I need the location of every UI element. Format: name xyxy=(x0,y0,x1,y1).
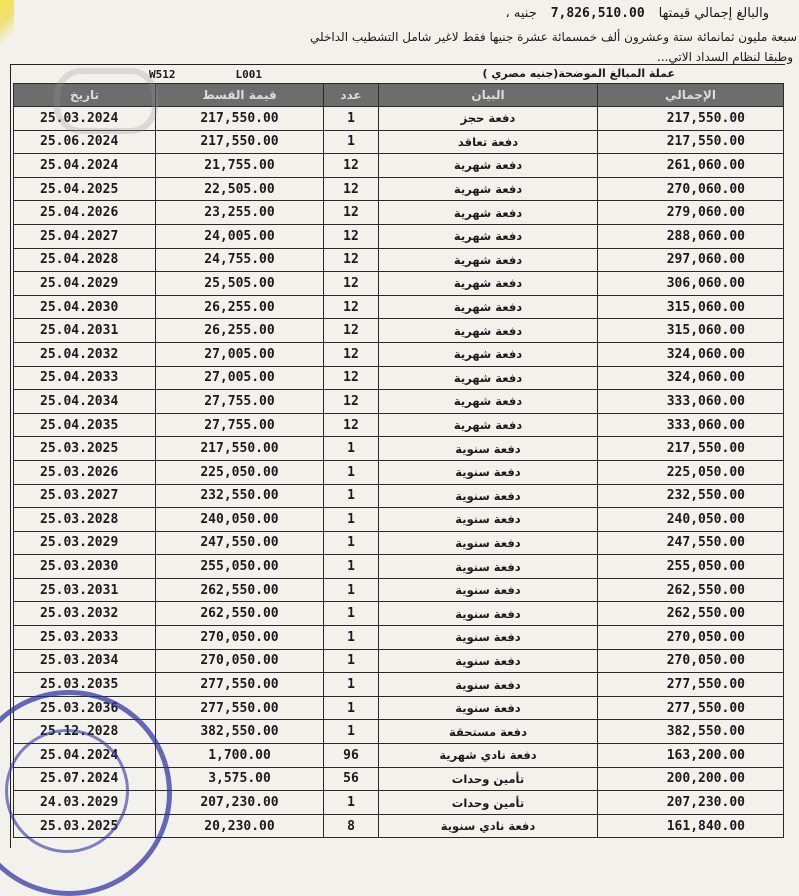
table-row xyxy=(14,649,784,673)
cell-count: 12 xyxy=(324,201,379,225)
col-header-installment-value: قيمة القسط xyxy=(156,84,324,107)
cell-date: 25.04.2034 xyxy=(14,390,156,414)
cell-total: 279,060.00 xyxy=(598,201,784,225)
table-row xyxy=(14,366,784,390)
cell-count: 1 xyxy=(324,791,379,815)
cell-date: 25.07.2024 xyxy=(14,767,156,791)
cell-description: دفعة شهرية xyxy=(379,154,598,178)
table-row xyxy=(14,319,784,343)
table-row xyxy=(14,107,784,131)
table-row xyxy=(14,531,784,555)
cell-installment-value: 3,575.00 xyxy=(156,767,324,791)
cell-date: 25.04.2029 xyxy=(14,272,156,296)
cell-description: دفعة سنوية xyxy=(379,531,598,555)
cell-total: 217,550.00 xyxy=(598,130,784,154)
cell-installment-value: 26,255.00 xyxy=(156,295,324,319)
table-row xyxy=(14,484,784,508)
table-row xyxy=(14,224,784,248)
cell-count: 1 xyxy=(324,484,379,508)
cell-date: 25.04.2032 xyxy=(14,342,156,366)
col-header-count: عدد xyxy=(324,84,379,107)
cell-description: دفعة تعاقد xyxy=(379,130,598,154)
cell-total: 382,550.00 xyxy=(598,720,784,744)
table-row xyxy=(14,767,784,791)
cell-date: 25.04.2033 xyxy=(14,366,156,390)
table-row xyxy=(14,248,784,272)
cell-count: 1 xyxy=(324,437,379,461)
table-row xyxy=(14,413,784,437)
cell-description: دفعة سنوية xyxy=(379,484,598,508)
cell-total: 270,060.00 xyxy=(598,177,784,201)
table-row xyxy=(14,130,784,154)
cell-date: 25.04.2030 xyxy=(14,295,156,319)
cell-count: 12 xyxy=(324,295,379,319)
table-row xyxy=(14,626,784,650)
table-row xyxy=(14,578,784,602)
cell-count: 1 xyxy=(324,130,379,154)
cell-total: 163,200.00 xyxy=(598,744,784,768)
cell-description: دفعة مستحقة xyxy=(379,720,598,744)
cell-count: 12 xyxy=(324,413,379,437)
cell-count: 1 xyxy=(324,531,379,555)
cell-installment-value: 24,005.00 xyxy=(156,224,324,248)
cell-count: 1 xyxy=(324,673,379,697)
cell-installment-value: 247,550.00 xyxy=(156,531,324,555)
cell-total: 217,550.00 xyxy=(598,107,784,131)
cell-description: دفعة سنوية xyxy=(379,626,598,650)
cell-total: 324,060.00 xyxy=(598,342,784,366)
cell-total: 333,060.00 xyxy=(598,413,784,437)
payment-system-intro: وطبقا لنظام السداد الاتي... xyxy=(657,50,793,64)
cell-count: 1 xyxy=(324,508,379,532)
cell-installment-value: 255,050.00 xyxy=(156,555,324,579)
cell-date: 25.04.2028 xyxy=(14,248,156,272)
cell-date: 25.04.2031 xyxy=(14,319,156,343)
page-fold-corner xyxy=(0,0,14,50)
cell-date: 25.03.2027 xyxy=(14,484,156,508)
cell-description: دفعة سنوية xyxy=(379,649,598,673)
cell-description: دفعة سنوية xyxy=(379,437,598,461)
cell-total: 262,550.00 xyxy=(598,602,784,626)
cell-date: 25.04.2025 xyxy=(14,177,156,201)
cell-total: 255,050.00 xyxy=(598,555,784,579)
cell-count: 12 xyxy=(324,224,379,248)
cell-installment-value: 262,550.00 xyxy=(156,578,324,602)
cell-count: 12 xyxy=(324,319,379,343)
cell-installment-value: 27,005.00 xyxy=(156,366,324,390)
cell-installment-value: 217,550.00 xyxy=(156,437,324,461)
cell-total: 315,060.00 xyxy=(598,319,784,343)
cell-description: دفعة سنوية xyxy=(379,578,598,602)
cell-total: 200,200.00 xyxy=(598,767,784,791)
cell-date: 25.03.2035 xyxy=(14,673,156,697)
cell-description: دفعة سنوية xyxy=(379,602,598,626)
cell-date: 25.03.2026 xyxy=(14,460,156,484)
cell-count: 8 xyxy=(324,814,379,838)
cell-installment-value: 217,550.00 xyxy=(156,130,324,154)
cell-installment-value: 27,005.00 xyxy=(156,342,324,366)
table-row xyxy=(14,342,784,366)
table-row xyxy=(14,437,784,461)
cell-total: 315,060.00 xyxy=(598,295,784,319)
cell-total: 261,060.00 xyxy=(598,154,784,178)
table-row xyxy=(14,460,784,484)
table-row xyxy=(14,201,784,225)
total-amount-label: والبالغ إجمالي قيمتها xyxy=(658,6,769,21)
cell-installment-value: 23,255.00 xyxy=(156,201,324,225)
cell-total: 288,060.00 xyxy=(598,224,784,248)
cell-date: 25.03.2034 xyxy=(14,649,156,673)
cell-date: 25.03.2033 xyxy=(14,626,156,650)
cell-count: 1 xyxy=(324,649,379,673)
cell-count: 1 xyxy=(324,696,379,720)
cell-total: 232,550.00 xyxy=(598,484,784,508)
cell-description: دفعة شهرية xyxy=(379,342,598,366)
cell-date: 25.03.2029 xyxy=(14,531,156,555)
col-header-date: تاريخ xyxy=(14,84,156,107)
table-row xyxy=(14,744,784,768)
cell-description: دفعة شهرية xyxy=(379,248,598,272)
cell-description: دفعة شهرية xyxy=(379,295,598,319)
unit-code-2: L001 xyxy=(235,68,262,81)
cell-total: 324,060.00 xyxy=(598,366,784,390)
cell-date: 25.04.2026 xyxy=(14,201,156,225)
currency-note: عملة المبالغ الموضحة(جنيه مصري ) xyxy=(482,67,675,80)
cell-count: 1 xyxy=(324,460,379,484)
cell-installment-value: 27,755.00 xyxy=(156,390,324,414)
table-row xyxy=(14,602,784,626)
cell-count: 1 xyxy=(324,107,379,131)
cell-total: 297,060.00 xyxy=(598,248,784,272)
unit-codes xyxy=(149,68,322,81)
cell-total: 240,050.00 xyxy=(598,508,784,532)
cell-count: 56 xyxy=(324,767,379,791)
unit-code-1: W512 xyxy=(149,68,176,81)
cell-description: دفعة شهرية xyxy=(379,177,598,201)
cell-count: 12 xyxy=(324,154,379,178)
cell-count: 12 xyxy=(324,272,379,296)
table-row xyxy=(14,814,784,838)
cell-count: 1 xyxy=(324,578,379,602)
payment-schedule-sheet xyxy=(10,64,785,848)
cell-date: 25.03.2032 xyxy=(14,602,156,626)
cell-installment-value: 26,255.00 xyxy=(156,319,324,343)
table-row xyxy=(14,295,784,319)
cell-installment-value: 277,550.00 xyxy=(156,673,324,697)
cell-date: 25.03.2028 xyxy=(14,508,156,532)
cell-description: دفعة شهرية xyxy=(379,201,598,225)
cell-installment-value: 277,550.00 xyxy=(156,696,324,720)
cell-count: 1 xyxy=(324,720,379,744)
cell-description: دفعة حجز xyxy=(379,107,598,131)
cell-description: دفعة سنوية xyxy=(379,673,598,697)
cell-description: دفعة شهرية xyxy=(379,272,598,296)
cell-description: دفعة شهرية xyxy=(379,366,598,390)
cell-installment-value: 1,700.00 xyxy=(156,744,324,768)
total-amount-value: 7,826,510.00 xyxy=(550,6,645,21)
cell-description: تأمين وحدات xyxy=(379,791,598,815)
cell-count: 12 xyxy=(324,342,379,366)
cell-count: 12 xyxy=(324,177,379,201)
cell-total: 277,550.00 xyxy=(598,696,784,720)
cell-date: 25.12.2028 xyxy=(14,720,156,744)
cell-description: دفعة شهرية xyxy=(379,224,598,248)
col-header-total: الإجمالي xyxy=(598,84,784,107)
cell-total: 207,230.00 xyxy=(598,791,784,815)
cell-date: 25.03.2031 xyxy=(14,578,156,602)
cell-count: 1 xyxy=(324,626,379,650)
table-row xyxy=(14,154,784,178)
cell-total: 262,550.00 xyxy=(598,578,784,602)
cell-count: 12 xyxy=(324,248,379,272)
total-amount-unit: جنيه ، xyxy=(505,6,537,21)
table-header-row xyxy=(14,84,784,107)
col-header-description: البيان xyxy=(379,84,598,107)
cell-installment-value: 240,050.00 xyxy=(156,508,324,532)
cell-installment-value: 225,050.00 xyxy=(156,460,324,484)
cell-installment-value: 262,550.00 xyxy=(156,602,324,626)
cell-installment-value: 207,230.00 xyxy=(156,791,324,815)
cell-installment-value: 21,755.00 xyxy=(156,154,324,178)
table-row xyxy=(14,720,784,744)
cell-description: دفعة سنوية xyxy=(379,508,598,532)
cell-description: دفعة سنوية xyxy=(379,460,598,484)
cell-count: 96 xyxy=(324,744,379,768)
cell-date: 24.03.2029 xyxy=(14,791,156,815)
cell-date: 25.03.2025 xyxy=(14,814,156,838)
cell-installment-value: 25,505.00 xyxy=(156,272,324,296)
table-row xyxy=(14,390,784,414)
table-row xyxy=(14,673,784,697)
cell-count: 12 xyxy=(324,390,379,414)
cell-total: 270,050.00 xyxy=(598,626,784,650)
cell-date: 25.06.2024 xyxy=(14,130,156,154)
cell-total: 161,840.00 xyxy=(598,814,784,838)
cell-installment-value: 20,230.00 xyxy=(156,814,324,838)
cell-count: 12 xyxy=(324,366,379,390)
cell-installment-value: 270,050.00 xyxy=(156,626,324,650)
cell-description: دفعة شهرية xyxy=(379,413,598,437)
table-row xyxy=(14,555,784,579)
cell-installment-value: 24,755.00 xyxy=(156,248,324,272)
cell-total: 247,550.00 xyxy=(598,531,784,555)
cell-date: 25.04.2024 xyxy=(14,744,156,768)
cell-description: دفعة شهرية xyxy=(379,319,598,343)
cell-description: دفعة نادي شهرية xyxy=(379,744,598,768)
total-amount-line xyxy=(506,6,769,21)
cell-count: 1 xyxy=(324,602,379,626)
cell-total: 225,050.00 xyxy=(598,460,784,484)
amount-in-words: سبعة مليون ثمانمائة ستة وعشرون ألف خمسمائة عشرة جنيها فقط لاغير شامل التشطيب الداخلي xyxy=(310,30,797,44)
table-row xyxy=(14,272,784,296)
cell-description: دفعة نادي سنوية xyxy=(379,814,598,838)
cell-total: 277,550.00 xyxy=(598,673,784,697)
sheet-title-bar xyxy=(11,65,785,81)
cell-date: 25.04.2027 xyxy=(14,224,156,248)
table-row xyxy=(14,177,784,201)
cell-description: دفعة سنوية xyxy=(379,696,598,720)
cell-date: 25.04.2035 xyxy=(14,413,156,437)
cell-description: دفعة شهرية xyxy=(379,390,598,414)
cell-installment-value: 382,550.00 xyxy=(156,720,324,744)
cell-total: 306,060.00 xyxy=(598,272,784,296)
installment-table xyxy=(13,83,784,838)
cell-date: 25.03.2030 xyxy=(14,555,156,579)
cell-description: دفعة سنوية xyxy=(379,555,598,579)
table-row xyxy=(14,791,784,815)
cell-installment-value: 270,050.00 xyxy=(156,649,324,673)
table-row xyxy=(14,696,784,720)
cell-installment-value: 22,505.00 xyxy=(156,177,324,201)
cell-count: 1 xyxy=(324,555,379,579)
cell-installment-value: 27,755.00 xyxy=(156,413,324,437)
cell-description: تأمين وحدات xyxy=(379,767,598,791)
cell-date: 25.03.2025 xyxy=(14,437,156,461)
cell-total: 217,550.00 xyxy=(598,437,784,461)
cell-date: 25.03.2036 xyxy=(14,696,156,720)
table-row xyxy=(14,508,784,532)
cell-installment-value: 217,550.00 xyxy=(156,107,324,131)
cell-total: 333,060.00 xyxy=(598,390,784,414)
cell-total: 270,050.00 xyxy=(598,649,784,673)
cell-installment-value: 232,550.00 xyxy=(156,484,324,508)
cell-date: 25.04.2024 xyxy=(14,154,156,178)
cell-date: 25.03.2024 xyxy=(14,107,156,131)
